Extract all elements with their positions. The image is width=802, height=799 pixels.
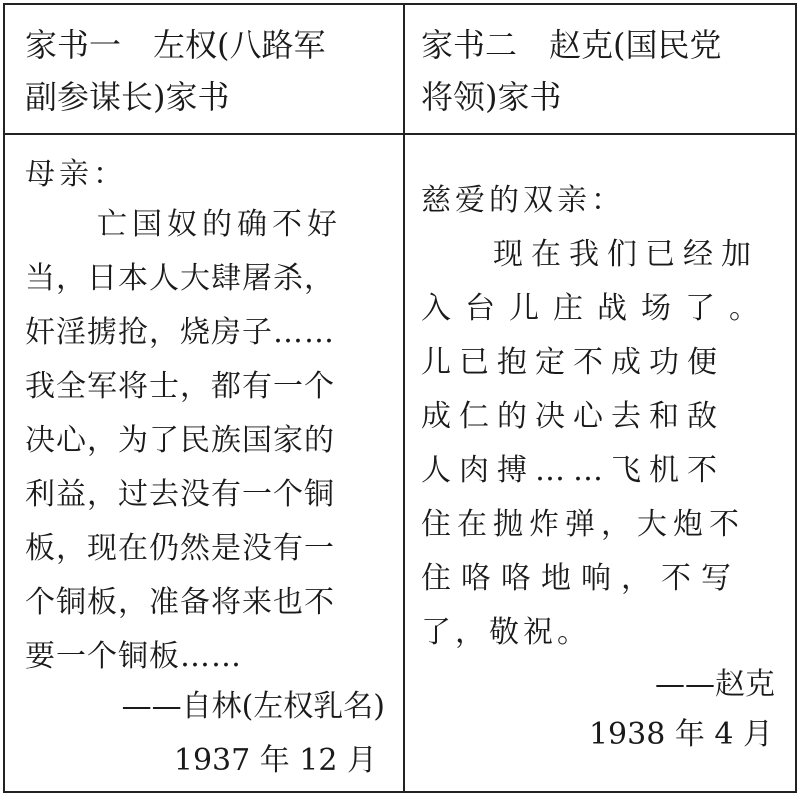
letter2-header-line1: 家书二 赵克(国民党	[421, 26, 722, 64]
letter2-body-line: 住在抛炸弹，大炮不	[421, 507, 745, 542]
letter1-body-line: 当，日本人大肆屠杀，	[25, 261, 335, 296]
letter2-body-line: 儿已抱定不成功便	[421, 345, 725, 380]
letter1-header-line2: 副参谋长)家书	[25, 78, 230, 116]
letter1-body-line: 奸淫掳抢，烧房子……	[25, 315, 335, 350]
letter1-greeting: 母亲：	[25, 157, 127, 192]
letter2-header	[421, 19, 793, 123]
letter1-header	[25, 19, 395, 123]
letter1-date: 1937 年 12 月	[173, 743, 377, 778]
letter2-signature: ——赵克	[655, 667, 775, 702]
letter2-date: 1938 年 4 月	[588, 717, 773, 752]
letter1-body-line: 亡国奴的确不好	[97, 207, 342, 242]
letter2-body-line: 人肉搏……飞机不	[421, 453, 725, 488]
letter1-body-line: 我全军将士，都有一个	[25, 369, 335, 404]
letter1-body-line: 决心，为了民族国家的	[25, 423, 335, 458]
letter1-signature: ——自林(左权乳名)	[121, 689, 385, 724]
letter2-header-line2: 将领)家书	[421, 78, 562, 116]
letter2-body-line: 住咯咯地响，不写	[421, 561, 741, 596]
letter1-body-line: 板，现在仍然是没有一	[25, 531, 335, 566]
letter1-header-line1: 家书一 左权(八路军	[25, 26, 326, 64]
letter2-body-line: 了，敬祝。	[421, 615, 591, 650]
letters-table	[3, 3, 797, 793]
letter2-body-line: 入台儿庄战场了。	[421, 291, 773, 326]
letter2-body-line: 成仁的决心去和敌	[421, 399, 725, 434]
column-divider	[403, 5, 405, 791]
letter1-body-line: 要一个铜板……	[25, 639, 242, 674]
letter1-body-line: 个铜板，准备将来也不	[25, 585, 335, 620]
letter1-body-line: 利益，过去没有一个铜	[25, 477, 335, 512]
letter2-body-line: 现在我们已经加	[493, 237, 759, 272]
header-divider	[5, 133, 795, 135]
letter2-greeting: 慈爱的双亲：	[421, 183, 625, 218]
